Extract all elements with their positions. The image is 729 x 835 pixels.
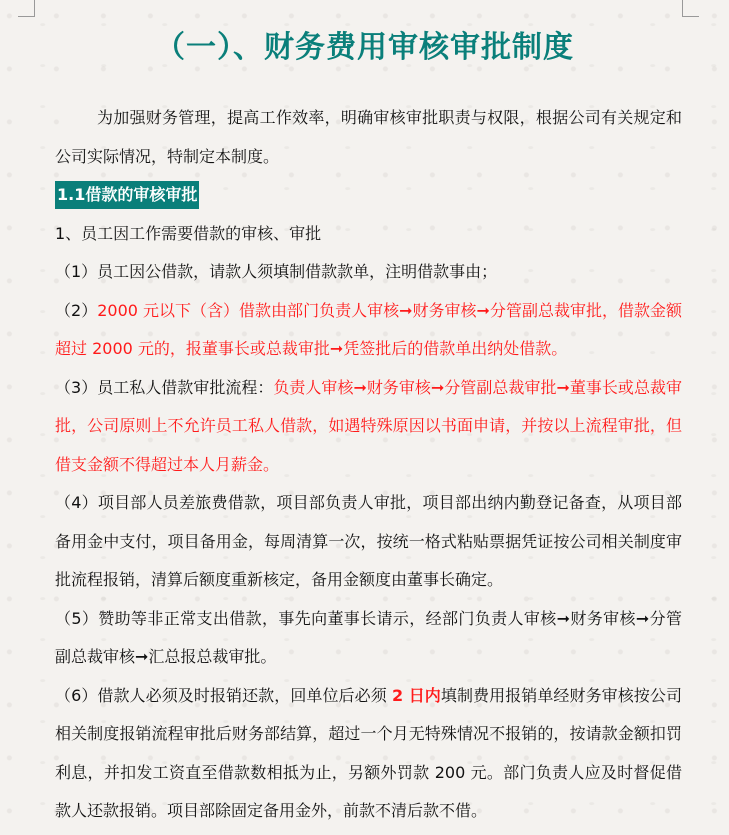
item-text: （2） <box>55 300 98 320</box>
subsection-heading: 1、员工因工作需要借款的审核、审批 <box>55 223 322 243</box>
item-text: 填制费用报销单经财务审核按公司相关制度报销流程审批后财务部结算，超过一个月无特殊情况不报销的，按请款金额扣罚利息，并扣发工资直至借款数相抵为止，另额外罚款 200 元。部门负责人应及时督促借款人还款报销。项目部除固定备用金外，前款不清后款不借。 <box>55 685 682 820</box>
list-item <box>55 369 682 485</box>
list-item <box>55 484 682 600</box>
list-item <box>55 292 682 369</box>
item-text: （5）赞助等非正常支出借款，事先向董事长请示，经部门负责人审核➞财务审核➞分管副总裁审核➞汇总报总裁审批。 <box>55 608 682 666</box>
section-heading: 1.1借款的审核审批 <box>55 181 199 209</box>
intro-paragraph: 为加强财务管理，提高工作效率，明确审核审批职责与权限，根据公司有关规定和公司实际情况，特制定本制度。 <box>55 108 682 166</box>
item-text: （6）借款人必须及时报销还款，回单位后必须 <box>55 685 392 705</box>
page-title: （一）、财务费用审核审批制度 <box>155 30 574 65</box>
page-corner-mark <box>682 0 699 17</box>
list-item <box>55 253 682 292</box>
item-text: （3）员工私人借款审批流程： <box>55 377 274 397</box>
item-text: （4）项目部人员差旅费借款，项目部负责人审批，项目部出纳内勤登记备查，从项目部备用金中支付，项目备用金，每周清算一次，按统一格式粘贴票据凭证按公司相关制度审批流程报销，清算后额度重新核定，备用金额度由董事长确定。 <box>55 493 682 589</box>
item-text: （1）员工因公借款，请款人须填制借款款单，注明借款事由； <box>55 262 498 281</box>
document-body <box>55 99 682 831</box>
item-highlight-text: 负责人审核➞财务审核➞分管副总裁审批➞董事长或总裁审批，公司原则上不允许员工私人借款，如遇特殊原因以书面申请，并按以上流程审批，但借支金额不得超过本人月薪金。 <box>55 377 682 474</box>
item-highlight-text: 2 日内 <box>391 685 441 705</box>
item-highlight-text: 2000 元以下（含）借款由部门负责人审核➞财务审核➞分管副总裁审批，借款金额超过 2000 元的，报董事长或总裁审批➞凭签批后的借款单出纳处借款。 <box>55 300 682 358</box>
list-item <box>55 677 682 831</box>
page-corner-mark <box>18 0 35 17</box>
list-item <box>55 600 682 677</box>
